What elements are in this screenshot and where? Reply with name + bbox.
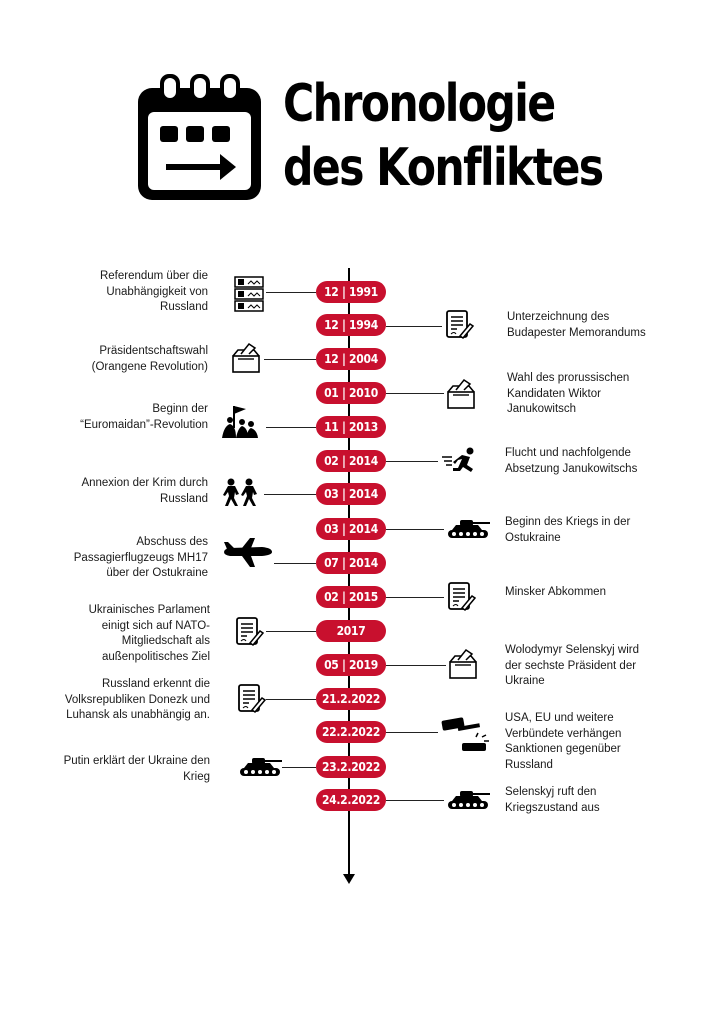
date-pill: 21.2.2022: [316, 688, 386, 710]
tank-icon: [238, 756, 282, 778]
date-pill: 24.2.2022: [316, 789, 386, 811]
connector-line: [386, 597, 444, 598]
ballot-box-icon: [231, 342, 261, 374]
connector-line: [386, 461, 438, 462]
event-text: Ukrainisches Parlament einigt sich auf NATO-Mitgliedschaft als außenpolitisches Ziel: [88, 604, 210, 663]
event-text: Selenskyj ruft den Kriegszustand aus: [505, 786, 600, 814]
event-text: Wahl des prorussischen Kandidaten Wiktor Janukowitsch: [507, 372, 630, 415]
ballot-list-icon: [234, 276, 264, 312]
date-pill: 03 | 2014: [316, 518, 386, 540]
event-text: Minsker Abkommen: [505, 586, 606, 598]
document-sign-icon: [444, 310, 474, 340]
date-pill: 03 | 2014: [316, 483, 386, 505]
date-pill: 02 | 2015: [316, 586, 386, 608]
timeline-arrowhead: [343, 874, 355, 884]
connector-line: [386, 732, 438, 733]
event-text: Unterzeichnung des Budapester Memorandums: [507, 311, 646, 339]
event-text: Putin erklärt der Ukraine den Krieg: [63, 755, 210, 783]
event-text: Beginn der “Euromaidan”-Revolution: [80, 403, 208, 431]
connector-line: [386, 800, 444, 801]
date-pill: 07 | 2014: [316, 552, 386, 574]
date-pill: 01 | 2010: [316, 382, 386, 404]
ballot-box-icon: [446, 378, 476, 410]
event-text: Wolodymyr Selenskyj wird der sechste Präsident der Ukraine: [505, 644, 639, 687]
connector-line: [264, 359, 316, 360]
date-pill: 02 | 2014: [316, 450, 386, 472]
event-text: Referendum über die Unabhängigkeit von Russland: [99, 270, 208, 313]
page-title: [283, 72, 627, 200]
connector-line: [274, 563, 316, 564]
title-line-1: Chronologie: [283, 74, 555, 134]
document-sign-icon: [234, 617, 264, 647]
date-pill: 23.2.2022: [316, 756, 386, 778]
date-pill: 11 | 2013: [316, 416, 386, 438]
document-sign-icon: [446, 582, 476, 612]
title-line-2: des Konfliktes: [283, 138, 603, 198]
event-text: Annexion der Krim durch Russland: [81, 477, 208, 505]
connector-line: [264, 494, 316, 495]
connector-line: [282, 767, 316, 768]
connector-line: [386, 393, 444, 394]
protest-flag-icon: [220, 402, 260, 440]
event-text: Beginn des Kriegs in der Ostukraine: [505, 516, 631, 544]
connector-line: [386, 326, 442, 327]
event-text: Präsidentschaftswahl (Orangene Revolution): [91, 345, 208, 373]
calendar-arrow-icon: [134, 72, 265, 204]
tank-icon: [446, 518, 490, 540]
event-text: USA, EU und weitere Verbündete verhängen Sanktionen gegenüber Russland: [505, 712, 622, 771]
connector-line: [386, 529, 444, 530]
connector-line: [266, 292, 316, 293]
running-person-icon: [440, 447, 480, 475]
connector-line: [266, 427, 316, 428]
date-pill: 05 | 2019: [316, 654, 386, 676]
ballot-box-icon: [448, 648, 478, 680]
gavel-icon: [438, 715, 490, 753]
event-text: Flucht und nachfolgende Absetzung Janukowitschs: [505, 447, 638, 475]
event-text: Russland erkennt die Volksrepubliken Donezk und Luhansk als unabhängig an.: [64, 678, 210, 721]
soldiers-icon: [220, 478, 262, 508]
date-pill: 12 | 1991: [316, 281, 386, 303]
date-pill: 12 | 2004: [316, 348, 386, 370]
connector-line: [266, 699, 316, 700]
connector-line: [386, 665, 446, 666]
date-pill: 22.2.2022: [316, 721, 386, 743]
connector-line: [266, 631, 316, 632]
airplane-icon: [222, 538, 274, 568]
tank-icon: [446, 789, 490, 811]
document-sign-icon: [236, 684, 266, 714]
date-pill: 12 | 1994: [316, 314, 386, 336]
date-pill: 2017: [316, 620, 386, 642]
event-text: Abschuss des Passagierflugzeugs MH17 über der Ostukraine: [73, 536, 208, 579]
